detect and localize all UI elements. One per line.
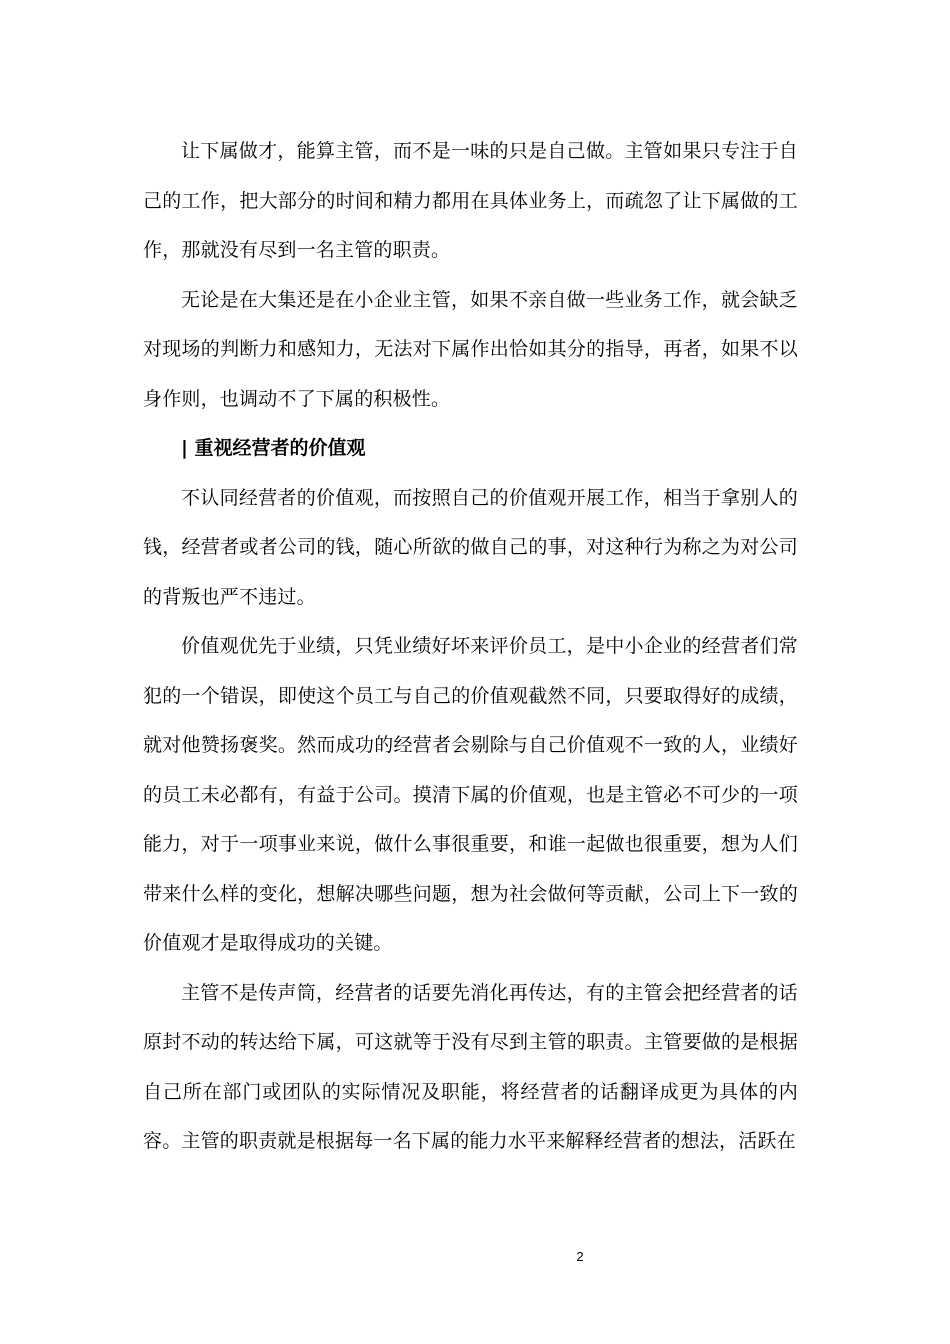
paragraph: 价值观优先于业绩，只凭业绩好坏来评价员工，是中小企业的经营者们常犯的一个错误，即使这个员工与自己的价值观截然不同，只要取得好的成绩，就对他赞扬褒奖。然而成功的经营者会剔除与自己价值观不一致的人，业绩好的员工未必都有，有益于公司。摸清下属的价值观，也是主管必不可少的一项能力，对于一项事业来说，做什么事很重要，和谁一起做也很重要，想为人们带来什么样的变化，想解决哪些问题，想为社会做何等贡献，公司上下一致的价值观才是取得成功的关键。	[143, 635, 798, 954]
paragraph: 主管不是传声筒，经营者的话要先消化再传达，有的主管会把经营者的话原封不动的转达给下属，可这就等于没有尽到主管的职责。主管要做的是根据自己所在部门或团队的实际情况及职能，将经营者的话翻译成更为具体的内容。主管的职责就是根据每一名下属的能力水平来解释经营者的想法，活跃在	[143, 981, 798, 1152]
section-heading: | 重视经营者的价值观	[181, 437, 366, 459]
paragraph: 让下属做才，能算主管，而不是一味的只是自己做。主管如果只专注于自己的工作，把大部分的时间和精力都用在具体业务上，而疏忽了让下属做的工作，那就没有尽到一名主管的职责。	[143, 140, 798, 261]
paragraph: 不认同经营者的价值观，而按照自己的价值观开展工作，相当于拿别人的钱，经营者或者公司的钱，随心所欲的做自己的事，对这种行为称之为对公司的背叛也严不违过。	[143, 486, 798, 608]
page-number: 2	[576, 1249, 584, 1264]
document-body	[143, 127, 798, 1167]
paragraph: 无论是在大集还是在小企业主管，如果不亲自做一些业务工作，就会缺乏对现场的判断力和感知力，无法对下属作出恰如其分的指导，再者，如果不以身作则，也调动不了下属的积极性。	[143, 288, 798, 410]
